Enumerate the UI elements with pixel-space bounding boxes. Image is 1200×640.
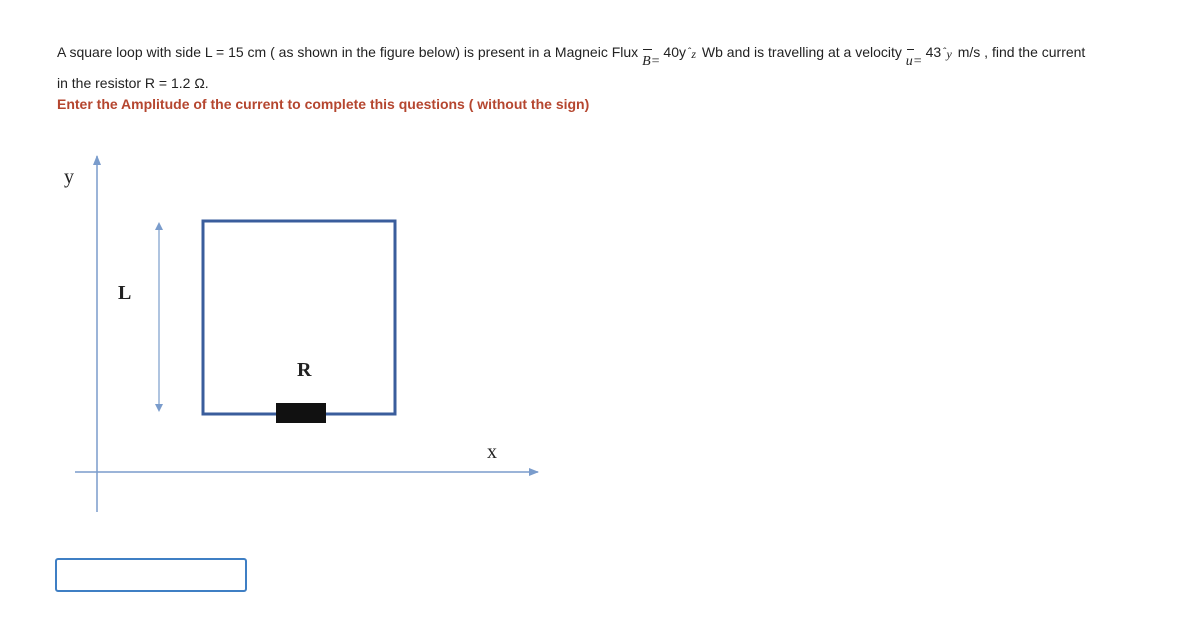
velocity-symbol: u=	[906, 55, 922, 69]
question-line-2: in the resistor R = 1.2 Ω.	[57, 75, 209, 91]
b-field-value: 40y	[663, 44, 686, 60]
resistor	[276, 403, 326, 423]
square-loop	[203, 221, 395, 414]
question-part-2: Wb and is travelling at a velocity	[701, 44, 902, 60]
y-hat-icon: ˆy	[943, 47, 952, 61]
answer-input[interactable]	[55, 558, 247, 592]
x-axis-label: x	[487, 441, 497, 463]
question-part-3: m/s , find the current	[957, 44, 1086, 60]
resistor-label: R	[297, 359, 312, 381]
question-part-1: A square loop with side L = 15 cm ( as shown in the figure below) is present in a Magneic Flux	[57, 44, 639, 60]
side-length-label: L	[118, 282, 132, 304]
z-hat-icon: ˆz	[688, 47, 697, 61]
b-field-symbol: B=	[642, 55, 659, 69]
y-axis-label: y	[64, 166, 74, 188]
instruction-text: Enter the Amplitude of the current to complete this questions ( without the sign)	[57, 96, 590, 112]
velocity-value: 43	[925, 44, 942, 60]
